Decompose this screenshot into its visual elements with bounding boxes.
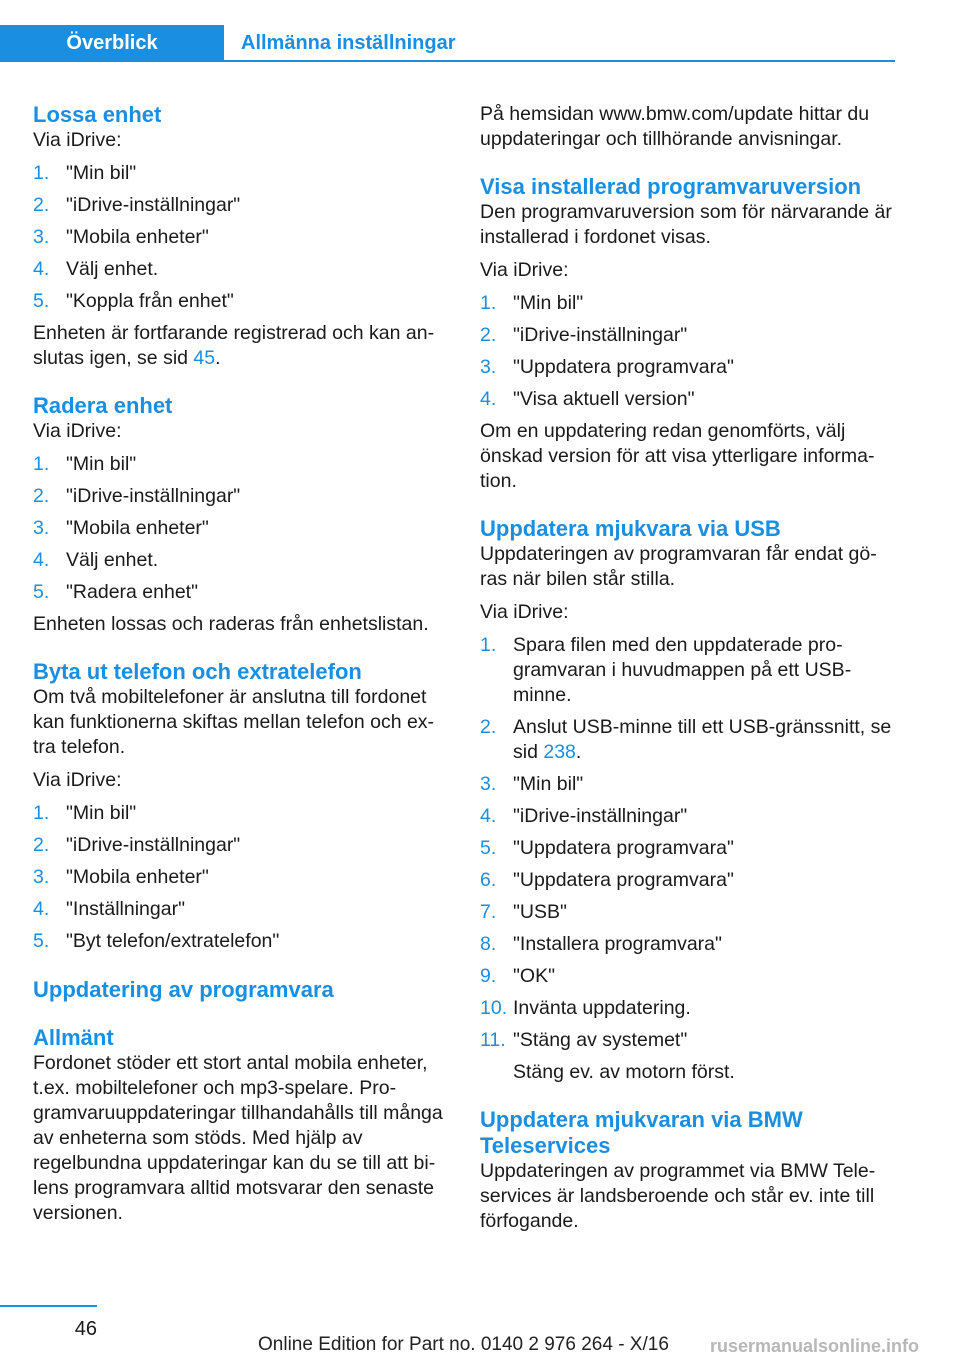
steps-list: [33, 161, 443, 314]
body-text: Uppdateringen av programvaran får endat gö-ras när bilen står stilla.: [480, 543, 877, 590]
header-bar: [0, 25, 895, 61]
page-number: 46: [74, 1318, 97, 1340]
body-text: Enheten är fortfarande registrerad och kan an-slutas igen, se sid 45.: [33, 322, 435, 369]
heading-software-update: Uppdatering av programvara: [33, 977, 334, 1002]
list-item: 3. "Mobila enheter": [33, 517, 209, 539]
list-item: 10. Invänta uppdatering.: [480, 997, 691, 1019]
heading-show-software-version: Visa installerad programvaruversion: [480, 174, 862, 199]
tab-overview[interactable]: Överblick: [0, 25, 224, 61]
heading-delete-device: Radera enhet: [33, 393, 173, 418]
list-item: 5. "Byt telefon/extratelefon": [33, 930, 280, 952]
list-item: 3. "Mobila enheter": [33, 866, 209, 888]
list-item: 4. "Inställningar": [33, 898, 185, 920]
body-text: Om en uppdatering redan genomförts, välj önskad version för att visa ytterligare informa-tion.: [480, 420, 875, 492]
body-text: Den programvaruversion som för närvarande är installerad i fordonet visas.: [480, 201, 892, 248]
list-item: 5. "Uppdatera programvara": [480, 837, 734, 859]
page-link-238[interactable]: 238: [543, 741, 576, 763]
intro-text: Via iDrive:: [33, 129, 122, 151]
list-item: 1. "Min bil": [33, 802, 137, 824]
list-item: 1. Spara filen med den uppdaterade pro-gramvaran i huvudmappen på ett USB-minne.: [480, 634, 852, 706]
list-item: 8. "Installera programvara": [480, 933, 722, 955]
body-text: Om två mobiltelefoner är anslutna till fordonet kan funktionerna skiftas mellan telefon och ex-tra telefon.: [33, 686, 435, 758]
list-item: 2. "iDrive-inställningar": [33, 194, 241, 216]
list-item: 2. "iDrive-inställningar": [33, 485, 241, 507]
substep-text: Stäng ev. av motorn först.: [513, 1061, 735, 1083]
heading-general: Allmänt: [33, 1025, 114, 1050]
body-text: Uppdateringen av programmet via BMW Tele-services är landsberoende och står ev. inte till förfogande.: [480, 1160, 876, 1232]
right-column: [480, 102, 900, 1234]
intro-text: Via iDrive:: [480, 259, 569, 281]
intro-text: Via iDrive:: [33, 420, 122, 442]
header-rule: [0, 60, 895, 62]
heading-swap-phone: Byta ut telefon och extratelefon: [33, 659, 362, 684]
list-item: 4. Välj enhet.: [33, 549, 159, 571]
heading-update-via-usb: Uppdatera mjukvara via USB: [480, 516, 781, 541]
tab-general-settings[interactable]: Allmänna inställningar: [241, 32, 456, 54]
list-item: 1. "Min bil": [33, 453, 137, 475]
list-item: 4. "Visa aktuell version": [480, 388, 695, 410]
body-text: Enheten lossas och raderas från enhetslistan.: [33, 613, 429, 635]
list-item: 2. "iDrive-inställningar": [33, 834, 241, 856]
list-item: 5. "Koppla från enhet": [33, 290, 234, 312]
edition-text: Online Edition for Part no. 0140 2 976 264 - X/16: [258, 1334, 669, 1355]
steps-list: [33, 801, 443, 954]
list-item: 1. "Min bil": [480, 292, 584, 314]
left-column: [33, 102, 443, 1226]
list-item: 2. Anslut USB-minne till ett USB-gränssnitt, se sid 238.: [480, 716, 892, 763]
list-item: 2. "iDrive-inställningar": [480, 324, 688, 346]
intro-text: Via iDrive:: [480, 601, 569, 623]
page-link-45[interactable]: 45: [193, 347, 216, 369]
steps-list: [480, 633, 900, 1053]
footer-rule: [0, 1305, 97, 1307]
list-item: 4. "iDrive-inställningar": [480, 805, 688, 827]
body-text: Fordonet stöder ett stort antal mobila enheter, t.ex. mobiltelefoner och mp3-spelare. Pro-gramvaruuppdateringar tillhandahålls till många av enheterna som stöds. Med hjälp av regelbundna uppdateringar kan du se till att bi-lens programvara alltid motsvarar den senaste versionen.: [33, 1052, 443, 1224]
list-item: 6. "Uppdatera programvara": [480, 869, 734, 891]
intro-text: Via iDrive:: [33, 769, 122, 791]
steps-list: [33, 452, 443, 605]
list-item: 3. "Mobila enheter": [33, 226, 209, 248]
list-item: 4. Välj enhet.: [33, 258, 159, 280]
heading-disconnect-device: Lossa enhet: [33, 102, 162, 127]
heading-update-via-teleservices: Uppdatera mjukvaran via BMW Teleservices: [480, 1107, 803, 1158]
list-item: 9. "OK": [480, 965, 556, 987]
list-item: 3. "Min bil": [480, 773, 584, 795]
steps-list: [480, 291, 900, 412]
watermark-text: rusermanualsonline.info: [710, 1336, 920, 1356]
list-item: 1. "Min bil": [33, 162, 137, 184]
list-item: 11. "Stäng av systemet": [480, 1029, 688, 1051]
list-item: 5. "Radera enhet": [33, 581, 199, 603]
body-text: På hemsidan www.bmw.com/update hittar du uppdateringar och tillhörande anvisningar.: [480, 103, 870, 150]
list-item: 3. "Uppdatera programvara": [480, 356, 734, 378]
list-item: 7. "USB": [480, 901, 567, 923]
